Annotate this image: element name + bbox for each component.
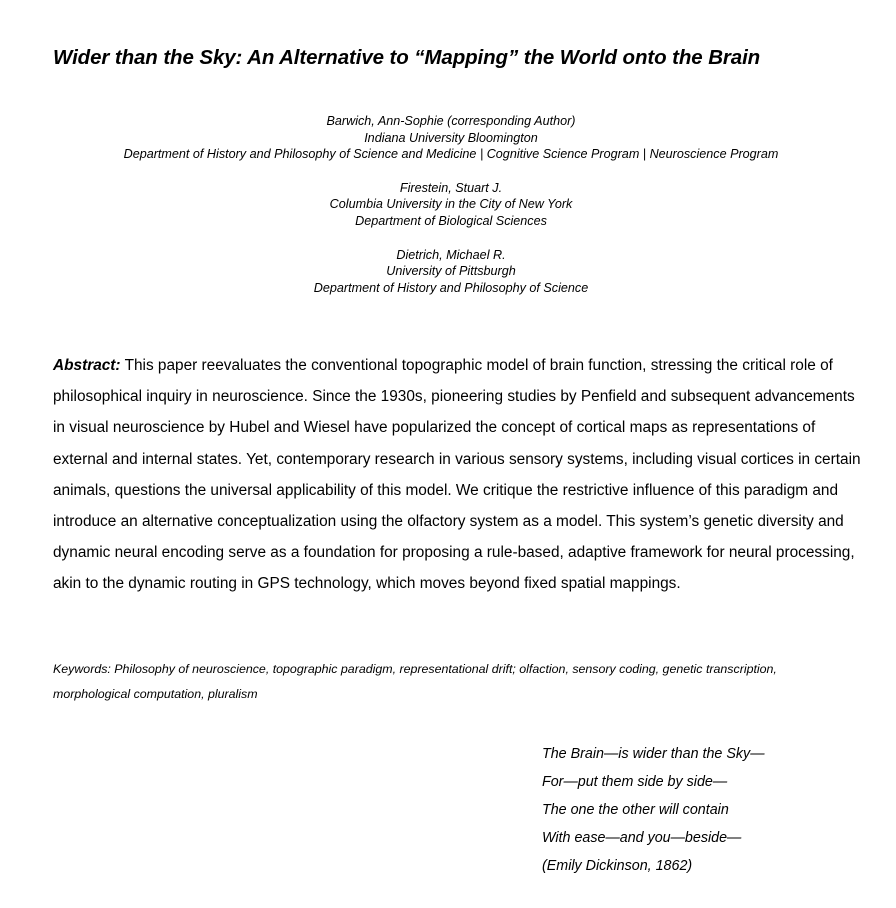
abstract-text: This paper reevaluates the conventional topographic model of brain function, stressing the critical role of philosophical inquiry in neuroscience. Since the 1930s, pioneering studies by Penfield and subsequent advancements in visual neuroscience by Hubel and Wiesel have popularized the concept of cortical maps as representations of external and internal states. Yet, contemporary research in various sensory systems, including visual cortices in certain animals, questions the universal applicability of this model. We critique the restrictive influence of this paradigm and introduce an alternative conceptualization using the olfactory system as a model. This system’s genetic diversity and dynamic neural encoding serve as a foundation for proposing a rule-based, adaptive framework for neural processing, akin to the dynamic routing in GPS technology, which moves beyond fixed spatial mappings. [53, 357, 861, 593]
author-block [0, 247, 896, 297]
author-block [0, 113, 896, 163]
author-institution: University of Pittsburgh [386, 264, 516, 279]
poem-line: The one the other will contain [542, 802, 729, 818]
author-institution: Indiana University Bloomington [364, 130, 538, 145]
author-name: Barwich, Ann-Sophie (corresponding Author) [326, 114, 576, 128]
author-list [0, 113, 896, 313]
poem-attribution: (Emily Dickinson, 1862) [542, 858, 693, 874]
author-institution: Columbia University in the City of New York [329, 197, 573, 212]
author-block [0, 180, 896, 230]
epigraph-poem [542, 740, 882, 880]
abstract-label: Abstract: [53, 357, 121, 374]
paper-title: Wider than the Sky: An Alternative to “Mapping” the World onto the Brain [53, 46, 761, 69]
author-department: Department of Biological Sciences [355, 213, 547, 228]
author-name: Dietrich, Michael R. [396, 247, 506, 262]
poem-line: The Brain—is wider than the Sky— [542, 746, 765, 762]
abstract [53, 350, 861, 600]
author-name: Firestein, Stuart J. [399, 180, 503, 195]
author-department: Department of History and Philosophy of Science [313, 280, 589, 295]
author-department: Department of History and Philosophy of Science and Medicine | Cognitive Science Program | Neuroscience Program [123, 147, 779, 162]
poem-line: For—put them side by side— [542, 774, 728, 790]
poem-line: With ease—and you—beside— [542, 830, 742, 846]
keywords: Keywords: Philosophy of neuroscience, topographic paradigm, representational drift; olfaction, sensory coding, genetic transcription, morphological computation, pluralism [53, 662, 777, 701]
